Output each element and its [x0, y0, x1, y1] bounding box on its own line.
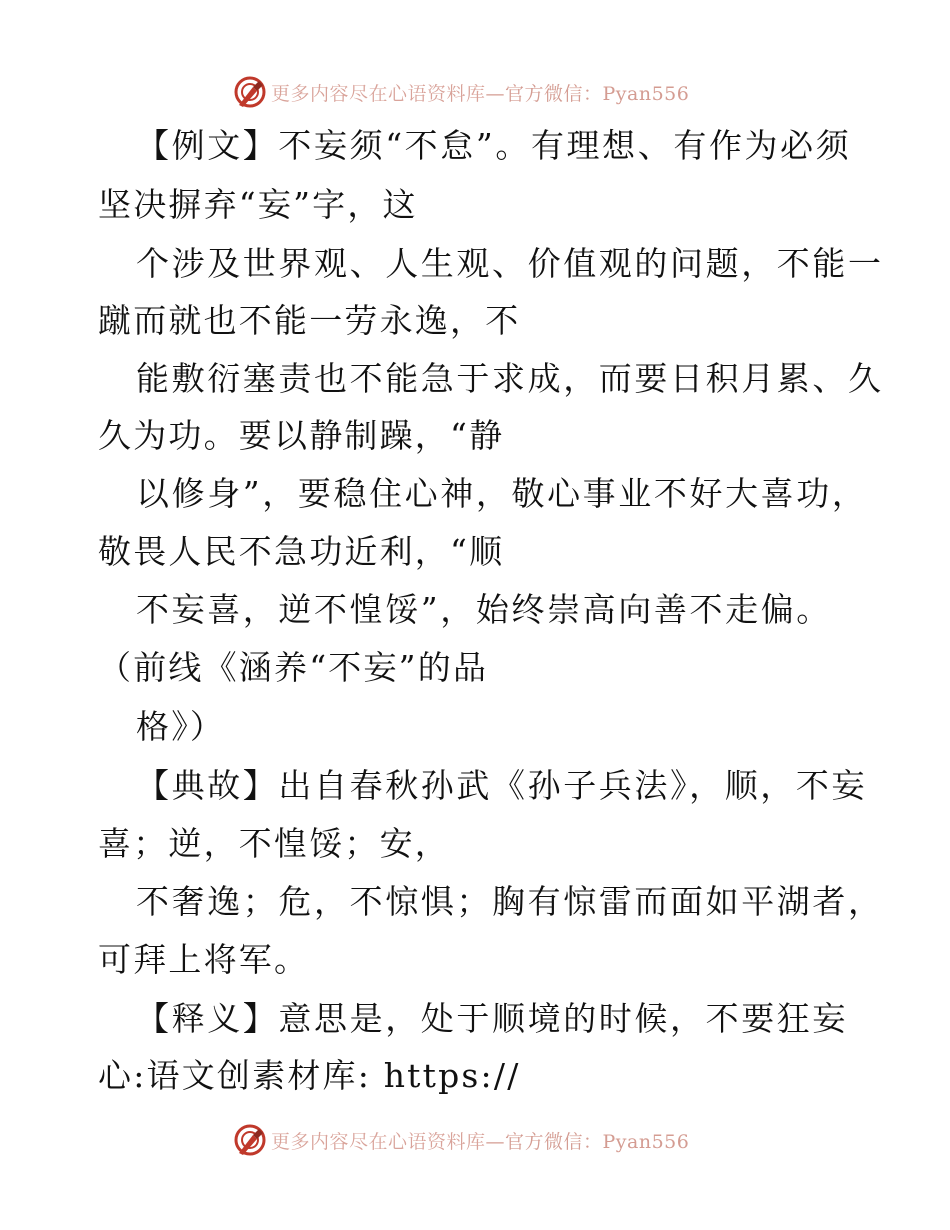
text-line: 【释义】意思是，处于顺境的时候，不要狂妄 [136, 999, 848, 1038]
banner-contact: —官方微信：Pyan556 [485, 1130, 690, 1153]
banner-text [271, 1127, 689, 1154]
text-line: 敬畏人民不急功近利，“顺 [98, 532, 505, 571]
banner-prefix: 更多内容尽在心语资料库 [271, 82, 486, 105]
banner-content [233, 74, 689, 110]
banner-prefix: 更多内容尽在心语资料库 [271, 1130, 486, 1153]
text-line: 以修身”，要稳住心神，敬心事业不好大喜功， [136, 474, 868, 513]
header-banner [0, 72, 950, 112]
text-line: （前线《涵养“不妄”的品 [98, 648, 489, 687]
text-line: 个涉及世界观、人生观、价值观的问题，不能一 [136, 244, 884, 283]
pen-logo-icon [233, 75, 267, 109]
text-line: 心:语文创素材库: https:// [98, 1056, 521, 1095]
text-line: 不奢逸；危，不惊惧；胸有惊雷而面如平湖者， [136, 882, 884, 921]
banner-text [271, 79, 689, 106]
text-line: 可拜上将军。 [98, 940, 310, 979]
text-line: 格》） [136, 707, 226, 746]
text-line: 久为功。要以静制躁，“静 [98, 416, 505, 455]
text-line: 不妄喜，逆不惶馁”，始终崇高向善不走偏。 [136, 590, 832, 629]
text-line: 【例文】不妄须“不怠”。有理想、有作为必须 [136, 126, 852, 165]
text-line: 喜；逆，不惶馁；安， [98, 824, 450, 863]
pen-logo-icon [233, 1123, 267, 1157]
text-line: 【典故】出自春秋孙武《孙子兵法》，顺，不妄 [136, 766, 868, 805]
text-line: 能敷衍塞责也不能急于求成，而要日积月累、久 [136, 359, 884, 398]
footer-banner [0, 1120, 950, 1160]
text-line: 坚决摒弃“妄”字，这 [98, 185, 418, 224]
text-line: 蹴而就也不能一劳永逸，不 [98, 301, 521, 340]
banner-contact: —官方微信：Pyan556 [485, 82, 690, 105]
banner-content [233, 1122, 689, 1158]
